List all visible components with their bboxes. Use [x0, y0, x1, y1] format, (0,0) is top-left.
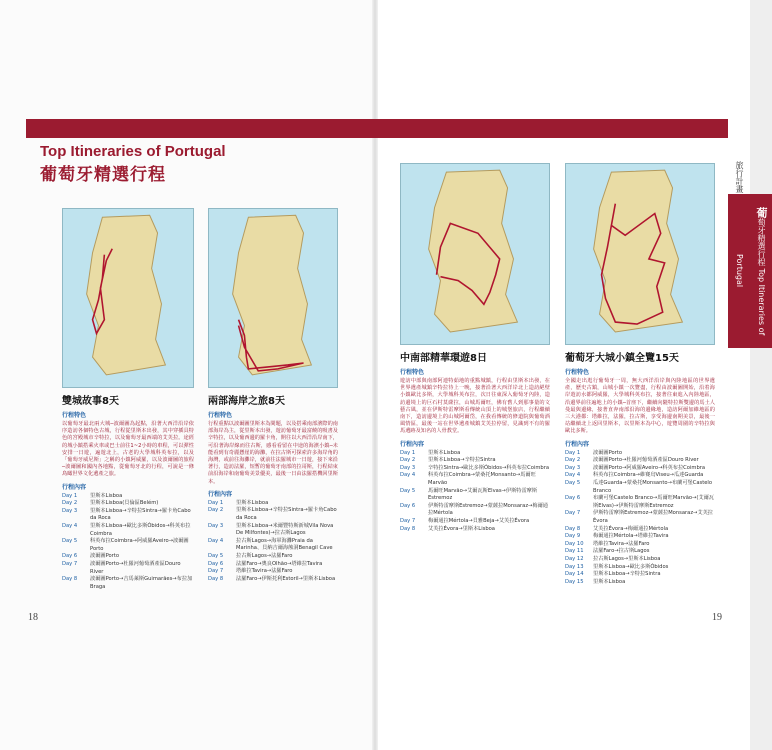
itinerary-row	[62, 553, 194, 561]
header-band	[26, 119, 728, 138]
portugal-map-2	[209, 209, 337, 387]
section-side-tab	[728, 160, 768, 348]
day-route: 布蘭可堡Castelo Branco→馬爾旺Marvão→(艾爾瓦斯Elvas)→伊斯特雷摩斯Estremoz	[593, 495, 714, 509]
day-route: 里斯本Lisboa	[428, 449, 461, 456]
day-number: Day 5	[565, 480, 581, 486]
day-route: 里斯本Lisboa→歐比多斯Óbidos→科英布拉Coimbra	[90, 523, 191, 537]
day-route: 里斯本Lisboa→辛特拉Sintra→羅卡角Cabo da Roca	[236, 507, 337, 522]
itinerary-row	[208, 523, 338, 538]
itinerary-row	[62, 561, 194, 576]
day-number: Day 4	[400, 472, 416, 479]
day-route: 里斯本Lisboa	[236, 499, 269, 506]
day-number: Day 1	[62, 492, 78, 499]
itinerary-row	[400, 472, 550, 487]
itinerary-row	[565, 548, 715, 556]
day-route: 里斯本Lisboa→辛特拉Sintra	[428, 457, 496, 464]
itinerary-row	[400, 488, 550, 503]
day-route: 法羅Faro→奧良Olhão→塔維拉Tavira	[236, 560, 323, 567]
itinerary-row	[400, 526, 550, 534]
itinerary-row	[565, 510, 715, 525]
day-number: Day 2	[62, 500, 78, 507]
route-description: 遊訪中部與南部阿連特茹地的重點城鎮，行程由里斯本出發，在世界遺產城鎮辛特拉待上一晚，接著沿著大西洋岸北上造訪絕壁小鎮歐比多斯，大學城科英布拉，次日往東深入葡萄牙內陸，造訪邊境上的巨石村莫薩拉，山城馬爾旺，佛有舊人到那事量的文藝古風，並在伊斯特雷摩斯看傳統山頂上的城堡旅店，行程繼續南下，造訪邊境上的山城阿爾岱，在我看傳統的修道院與葡萄酒風情區，最後一站在世界遺產城鎮艾芙拉停留，見識到不有的羅馬遺跡及知名的人骨教堂。	[400, 378, 550, 435]
day-route: 里斯本Lisboa→辛特拉Sintra→羅卡角Cabo da Roca	[90, 507, 191, 522]
day-route: 科英布拉Coimbra→維賽烏Viseu→瓜達Guarda	[593, 472, 704, 479]
day-number: Day 1	[208, 499, 224, 506]
route-column-2	[208, 208, 338, 583]
route-description: 行程重點以波爾圖里斯本為間題，以及搭乘南部濱際的南部海岸為主，從里斯本出發，遊訪葡萄牙最富饒的吸書及辛特拉，以及葡西邊的羅卡角，開往以大西洋沿岸南下，可沿著海岸線而往古斯，感看看留在中途的海濱小鎮─未能看到有奇麗懸崖的海灘，在拉古斯可探索許多海岸角的海灣，或前往海灘岸，就前往法羅城市一日遊，接下來沿著行，造訪法羅，短暫的葡萄牙南部的拉哥斯，行程結束前沿海岸和南葡萄美景優美，最後一日由法羅搭機回里斯本。	[208, 421, 338, 485]
route-title: 兩部海岸之旅8天	[208, 396, 285, 407]
day-number: Day 2	[565, 457, 581, 464]
itinerary-row	[565, 480, 715, 495]
day-route: 艾芙拉Évora→里斯本Lisboa	[428, 525, 495, 532]
day-number: Day 4	[62, 523, 78, 529]
itinerary-row	[208, 576, 338, 584]
day-route: 波爾圖Porto→杜羅河葡萄酒產區Douro River	[90, 560, 181, 575]
day-route: 里斯本Lisboa→歐比多斯Óbidos	[593, 563, 669, 570]
itinerary-row	[62, 523, 194, 538]
day-number: Day 4	[208, 537, 224, 544]
day-number: Day 2	[400, 457, 416, 464]
side-tab-red-text: 萄牙精選行程 Top Itineraries of Portugal	[735, 217, 766, 336]
day-route: 瓜達Guarda→蒙桑托Monsanto→布蘭可堡Castelo Branco	[593, 480, 713, 494]
day-route: 艾芙拉Évora→梅爾通拉Mértola	[593, 525, 669, 532]
itinerary-list	[208, 500, 338, 584]
day-route: 拉古斯Lagos→海軍海灘Praia da Marinha、貝納吉爾海蝕洞Benagil Cave	[236, 537, 333, 552]
day-number: Day 5	[62, 538, 78, 545]
feature-label: 行程特色	[62, 412, 87, 419]
day-number: Day 6	[400, 502, 416, 509]
itinerary-label: 行程內容	[208, 490, 233, 498]
day-number: Day 6	[565, 495, 581, 502]
day-route: 里斯本Lisboa	[593, 578, 626, 585]
route-description: 全國走出逛行葡萄牙一周，無大西洋沿岸與內陸地區的世界遺產，歷史古鎮，山城小鎮一次覽盡，行程由波爾圖開始，沿着海岸遊訪水都阿威羅，大學城科英布拉，接著往東進入內陸地區，沿邊界前往遍地上的小鎮─首座下，繼續向隨特拉斯雙邊的馬土人曼最與邊緣，接著直奔南部沿海的邊緣地，造訪阿爾加維地區的三大港都：塔維拉，法羅，拉古斯，享受海邊南期美景，最後一站繼續北上返回里斯本，以里斯本為中心，遊覽周圍的辛特拉與歐比多斯。	[565, 378, 715, 435]
itinerary-row	[400, 503, 550, 518]
day-route: 里斯本Lisboa→米爾豐特斯新城Vila Nova De Milfontes)→拉古斯Lagos	[236, 522, 334, 537]
itinerary-row	[565, 533, 715, 541]
itinerary-row	[565, 564, 715, 572]
day-number: Day 1	[400, 449, 416, 456]
itinerary-row	[565, 571, 715, 579]
day-route: 伊斯特雷摩斯Estremoz→蒙薩拉Monsaraz→艾芙拉Évora	[593, 510, 713, 524]
day-number: Day 4	[565, 472, 581, 479]
day-number: Day 8	[565, 525, 581, 532]
day-route: 梅爾通拉Mértola→塔維拉Tavira	[593, 533, 669, 540]
page-number-left: 18	[28, 612, 38, 623]
route-column-1	[62, 208, 194, 591]
spread-title-en: Top Itineraries of Portugal	[40, 143, 226, 160]
route-map-1	[62, 208, 194, 388]
feature-label: 行程特色	[400, 369, 425, 376]
day-route: 法羅Faro→拉古斯Lagos	[593, 548, 650, 555]
itinerary-label: 行程內容	[62, 483, 87, 491]
day-number: Day 5	[208, 552, 224, 559]
day-route: 拉古斯Lagos→里斯本Lisboa	[593, 555, 661, 562]
day-route: 波爾圖Porto	[90, 553, 120, 560]
route-column-3	[400, 163, 550, 533]
itinerary-list	[565, 450, 715, 587]
day-number: Day 11	[565, 548, 584, 555]
itinerary-label: 行程內容	[400, 440, 425, 448]
portugal-map-4	[566, 164, 714, 344]
day-route: 梅爾通拉Mértola→貝雅Beja→艾芙拉Évora	[428, 517, 530, 524]
day-number: Day 7	[208, 568, 224, 575]
day-route: 里斯本Lisboa(貝倫區Belém)	[90, 500, 159, 507]
itinerary-row	[62, 538, 194, 553]
side-tab-plain: 旅行計畫	[735, 161, 744, 193]
day-number: Day 3	[62, 507, 78, 514]
itinerary-list	[400, 450, 550, 534]
itinerary-row	[208, 538, 338, 553]
day-route: 法羅Faro→伊斯托利Estoril→里斯本Lisboa	[236, 575, 336, 582]
itinerary-row	[62, 508, 194, 523]
day-route: 科英布拉Coimbra→阿威羅Aveiro→波爾圖Porto	[90, 538, 189, 552]
itinerary-row	[62, 576, 194, 591]
day-number: Day 7	[62, 560, 78, 567]
day-route: 波爾圖Porto→杜羅河葡萄酒產區Douro River	[593, 457, 699, 464]
itinerary-row	[400, 518, 550, 526]
day-number: Day 6	[62, 553, 78, 560]
day-number: Day 7	[400, 517, 416, 524]
day-number: Day 3	[565, 464, 581, 471]
itinerary-row	[208, 553, 338, 561]
day-route: 伊斯特雷摩斯Estremoz→蒙薩拉Monsaraz→梅爾通拉Mértola	[428, 502, 548, 517]
feature-label: 行程特色	[208, 412, 233, 419]
itinerary-row	[565, 457, 715, 465]
route-title: 中南部精華環遊8日	[400, 353, 487, 364]
route-title: 雙城故事8天	[62, 396, 119, 407]
route-map-3	[400, 163, 550, 345]
day-route: 科英布拉Coimbra→蒙桑托Monsanto→馬爾旺Marvão	[428, 472, 536, 486]
day-route: 波爾圖Porto→阿威羅Aveiro→科英布拉Coimbra	[593, 464, 706, 471]
day-number: Day 8	[400, 525, 416, 532]
itinerary-row	[400, 457, 550, 465]
day-route: 辛特拉Sintra→歐比多斯Óbidos→科英布拉Coimbra	[428, 464, 550, 471]
feature-label: 行程特色	[565, 369, 590, 376]
itinerary-row	[208, 507, 338, 522]
day-number: Day 9	[565, 533, 581, 540]
route-map-4	[565, 163, 715, 345]
route-column-4	[565, 163, 715, 586]
day-number: Day 5	[400, 487, 416, 494]
itinerary-row	[62, 500, 194, 508]
itinerary-row	[565, 495, 715, 510]
route-description: 以葡萄牙最北兩大城─波爾圖為起點，沿著大西洋沿岸依序造訪各個特色古城，行程從里斯本出發，其中穿插具特色的宮殿城市辛特拉，以及葡萄牙最西端的艾芙拉。途經的城小鎮搭乘火車或巴士前往1~2小時的車程，可以彈性安排一日遊，遍遊北上，古老的大學城科英布拉，以及「葡萄牙威尼斯」之稱的小鎮阿威羅，以及波爾圖的旅程─波爾圖和國內各地點，從葡萄牙北的行程，可說是一條鳥瞰世界文化遺產之旅。	[62, 421, 194, 478]
page-number-right: 19	[712, 612, 722, 623]
day-route: 里斯本Lisboa	[90, 492, 123, 499]
itinerary-row	[565, 556, 715, 564]
itinerary-label: 行程內容	[565, 440, 590, 448]
itinerary-row	[565, 472, 715, 480]
portugal-map-3	[401, 164, 549, 344]
itinerary-row	[208, 568, 338, 576]
day-route: 波爾圖Porto→吉馬萊斯Guimarães→布拉加Braga	[90, 576, 193, 590]
day-number: Day 1	[565, 449, 581, 456]
itinerary-list	[62, 493, 194, 592]
day-number: Day 8	[62, 576, 78, 583]
day-number: Day 12	[565, 555, 584, 562]
itinerary-row	[565, 579, 715, 587]
side-tab-highlight	[728, 194, 772, 348]
side-tab-red-char: 葡	[755, 206, 768, 218]
day-route: 里斯本Lisboa→辛特拉Sintra	[593, 571, 661, 578]
day-number: Day 10	[565, 540, 584, 547]
day-number: Day 13	[565, 563, 584, 570]
day-number: Day 3	[208, 522, 224, 529]
portugal-map-1	[63, 209, 193, 387]
spread-title-zh: 葡萄牙精選行程	[40, 165, 166, 185]
day-number: Day 6	[208, 560, 224, 567]
page-gutter	[372, 0, 378, 750]
day-route: 拉古斯Lagos→法羅Faro	[236, 552, 293, 559]
day-route: 塔維拉Tavira→法羅Faro	[236, 568, 293, 575]
day-route: 馬爾旺Marvão→艾爾瓦斯Elvas→伊斯特雷摩斯Estremoz	[428, 487, 538, 502]
day-number: Day 14	[565, 571, 584, 578]
route-title: 葡萄牙大城小鎮全覽15天	[565, 353, 679, 364]
day-number: Day 3	[400, 464, 416, 471]
day-route: 塔維拉Tavira→法羅Faro	[593, 540, 650, 547]
day-number: Day 8	[208, 575, 224, 582]
day-number: Day 7	[565, 510, 581, 517]
route-map-2	[208, 208, 338, 388]
day-route: 波爾圖Porto	[593, 449, 623, 456]
day-number: Day 2	[208, 507, 224, 514]
day-number: Day 15	[565, 578, 584, 585]
